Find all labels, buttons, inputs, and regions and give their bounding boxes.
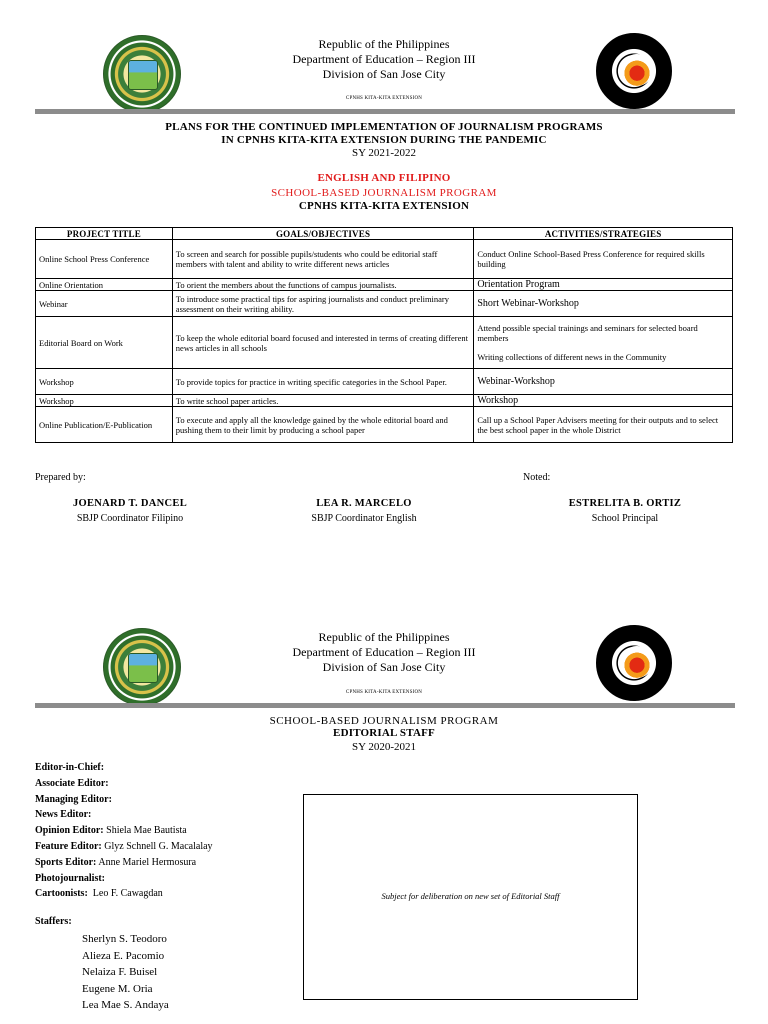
deliberation-box — [303, 794, 638, 1000]
header-division: Division of San Jose City — [322, 660, 446, 674]
staffers-label: Staffers: — [35, 916, 72, 927]
staff-program: SCHOOL-BASED JOURNALISM PROGRAM — [269, 715, 499, 727]
staffers-list — [82, 931, 169, 1014]
staff-title: EDITORIAL STAFF — [333, 727, 435, 739]
col-goals: GOALS/OBJECTIVES — [172, 228, 474, 240]
row-title: Online Orientation — [36, 279, 173, 291]
plan-program: SCHOOL-BASED JOURNALISM PROGRAM — [271, 187, 497, 199]
table-row — [36, 395, 733, 407]
row-activity-line1: Attend possible special trainings and seminars for selected board members — [477, 323, 698, 343]
header-school-small: CPNHS KITA-KITA EXTENSION — [345, 96, 423, 101]
row-title: Online School Press Conference — [36, 240, 173, 279]
deliberation-note: Subject for deliberation on new set of Editorial Staff — [381, 891, 560, 901]
row-activity — [474, 317, 733, 369]
plan-title-line1: PLANS FOR THE CONTINUED IMPLEMENTATION OF JOURNALISM PROGRAMS — [165, 121, 603, 133]
row-activity-line2: Writing collections of different news in the Community — [477, 352, 667, 362]
row-activity: Call up a School Paper Advisers meeting for their outputs and to select the best school paper in the whole District — [474, 407, 733, 443]
plan-table — [35, 227, 733, 443]
role-associate-editor: Associate Editor: — [35, 777, 109, 789]
plan-language: ENGLISH AND FILIPINO — [317, 172, 451, 184]
table-row — [36, 369, 733, 395]
signatory-1-role: SBJP Coordinator Filipino — [76, 513, 184, 524]
table-row — [36, 317, 733, 369]
header-deped: Department of Education – Region III — [292, 52, 476, 66]
table-header-row — [36, 228, 733, 240]
row-goal: To screen and search for possible pupils/students who could be editorial staff members with talent and ability to write different news articles — [172, 240, 474, 279]
col-activities: ACTIVITIES/STRATEGIES — [474, 228, 733, 240]
header-divider — [35, 109, 735, 114]
row-goal: To write school paper articles. — [172, 395, 474, 407]
signatory-3-name: ESTRELITA B. ORTIZ — [568, 498, 682, 509]
role-opinion-editor: Opinion Editor: Shiela Mae Bautista — [35, 825, 187, 837]
table-row — [36, 279, 733, 291]
plan-sy: SY 2021-2022 — [351, 147, 417, 159]
list-item: Eugene M. Oria — [82, 982, 153, 995]
list-item: Nelaiza F. Buisel — [82, 966, 158, 978]
role-sports-editor: Sports Editor: Anne Mariel Hermosura — [35, 856, 197, 868]
row-title: Workshop — [36, 369, 173, 395]
row-activity: Workshop — [474, 395, 733, 407]
header-school-small: CPNHS KITA-KITA EXTENSION — [345, 690, 423, 695]
role-photojournalist: Photojournalist: — [35, 872, 105, 884]
row-activity: Orientation Program — [474, 279, 733, 291]
table-row — [36, 407, 733, 443]
row-activity: Short Webinar-Workshop — [474, 291, 733, 317]
col-project-title: PROJECT TITLE — [36, 228, 173, 240]
plan-title-line2: IN CPNHS KITA-KITA EXTENSION DURING THE PANDEMIC — [221, 134, 547, 146]
role-news-editor: News Editor: — [35, 809, 92, 821]
list-item: Alieza E. Pacomio — [82, 949, 165, 962]
row-goal: To keep the whole editorial board focused and interested in terms of creating different news articles in all schools — [172, 317, 474, 369]
signatory-3-role: School Principal — [591, 513, 659, 524]
signatory-2-role: SBJP Coordinator English — [311, 513, 417, 524]
row-goal: To orient the members about the functions of campus journalists. — [172, 279, 474, 291]
prepared-by-label: Prepared by: — [35, 472, 86, 483]
row-title: Workshop — [36, 395, 173, 407]
header-division: Division of San Jose City — [322, 67, 446, 81]
list-item: Sherlyn S. Teodoro — [82, 933, 167, 945]
signatory-2-name: LEA R. MARCELO — [316, 498, 412, 509]
row-title: Editorial Board on Work — [36, 317, 173, 369]
list-item: Lea Mae S. Andaya — [82, 999, 169, 1011]
noted-label: Noted: — [523, 472, 551, 483]
header-deped: Department of Education – Region III — [292, 645, 476, 659]
role-feature-editor: Feature Editor: Glyz Schnell G. Macalalay — [35, 840, 213, 852]
row-title: Webinar — [36, 291, 173, 317]
role-editor-in-chief: Editor-in-Chief: — [35, 762, 105, 773]
header-divider — [35, 703, 735, 708]
row-goal: To introduce some practical tips for aspiring journalists and conduct preliminary assessment on their writing ability. — [172, 291, 474, 317]
header-republic: Republic of the Philippines — [318, 630, 450, 644]
role-managing-editor: Managing Editor: — [35, 793, 112, 805]
table-row — [36, 240, 733, 279]
row-activity: Webinar-Workshop — [474, 369, 733, 395]
staff-roles-list — [35, 760, 295, 902]
header-republic: Republic of the Philippines — [318, 37, 450, 51]
table-row — [36, 291, 733, 317]
row-activity: Conduct Online School-Based Press Conference for required skills building — [474, 240, 733, 279]
plan-school: CPNHS KITA-KITA EXTENSION — [298, 200, 470, 212]
row-title: Online Publication/E-Publication — [36, 407, 173, 443]
row-goal: To provide topics for practice in writing specific categories in the School Paper. — [172, 369, 474, 395]
signatory-1-name: JOENARD T. DANCEL — [72, 498, 188, 509]
row-goal: To execute and apply all the knowledge gained by the whole editorial board and pushing them to their limit by producing a school paper — [172, 407, 474, 443]
role-cartoonists: Cartoonists: Leo F. Cawagdan — [35, 888, 163, 900]
staff-sy: SY 2020-2021 — [351, 741, 417, 753]
